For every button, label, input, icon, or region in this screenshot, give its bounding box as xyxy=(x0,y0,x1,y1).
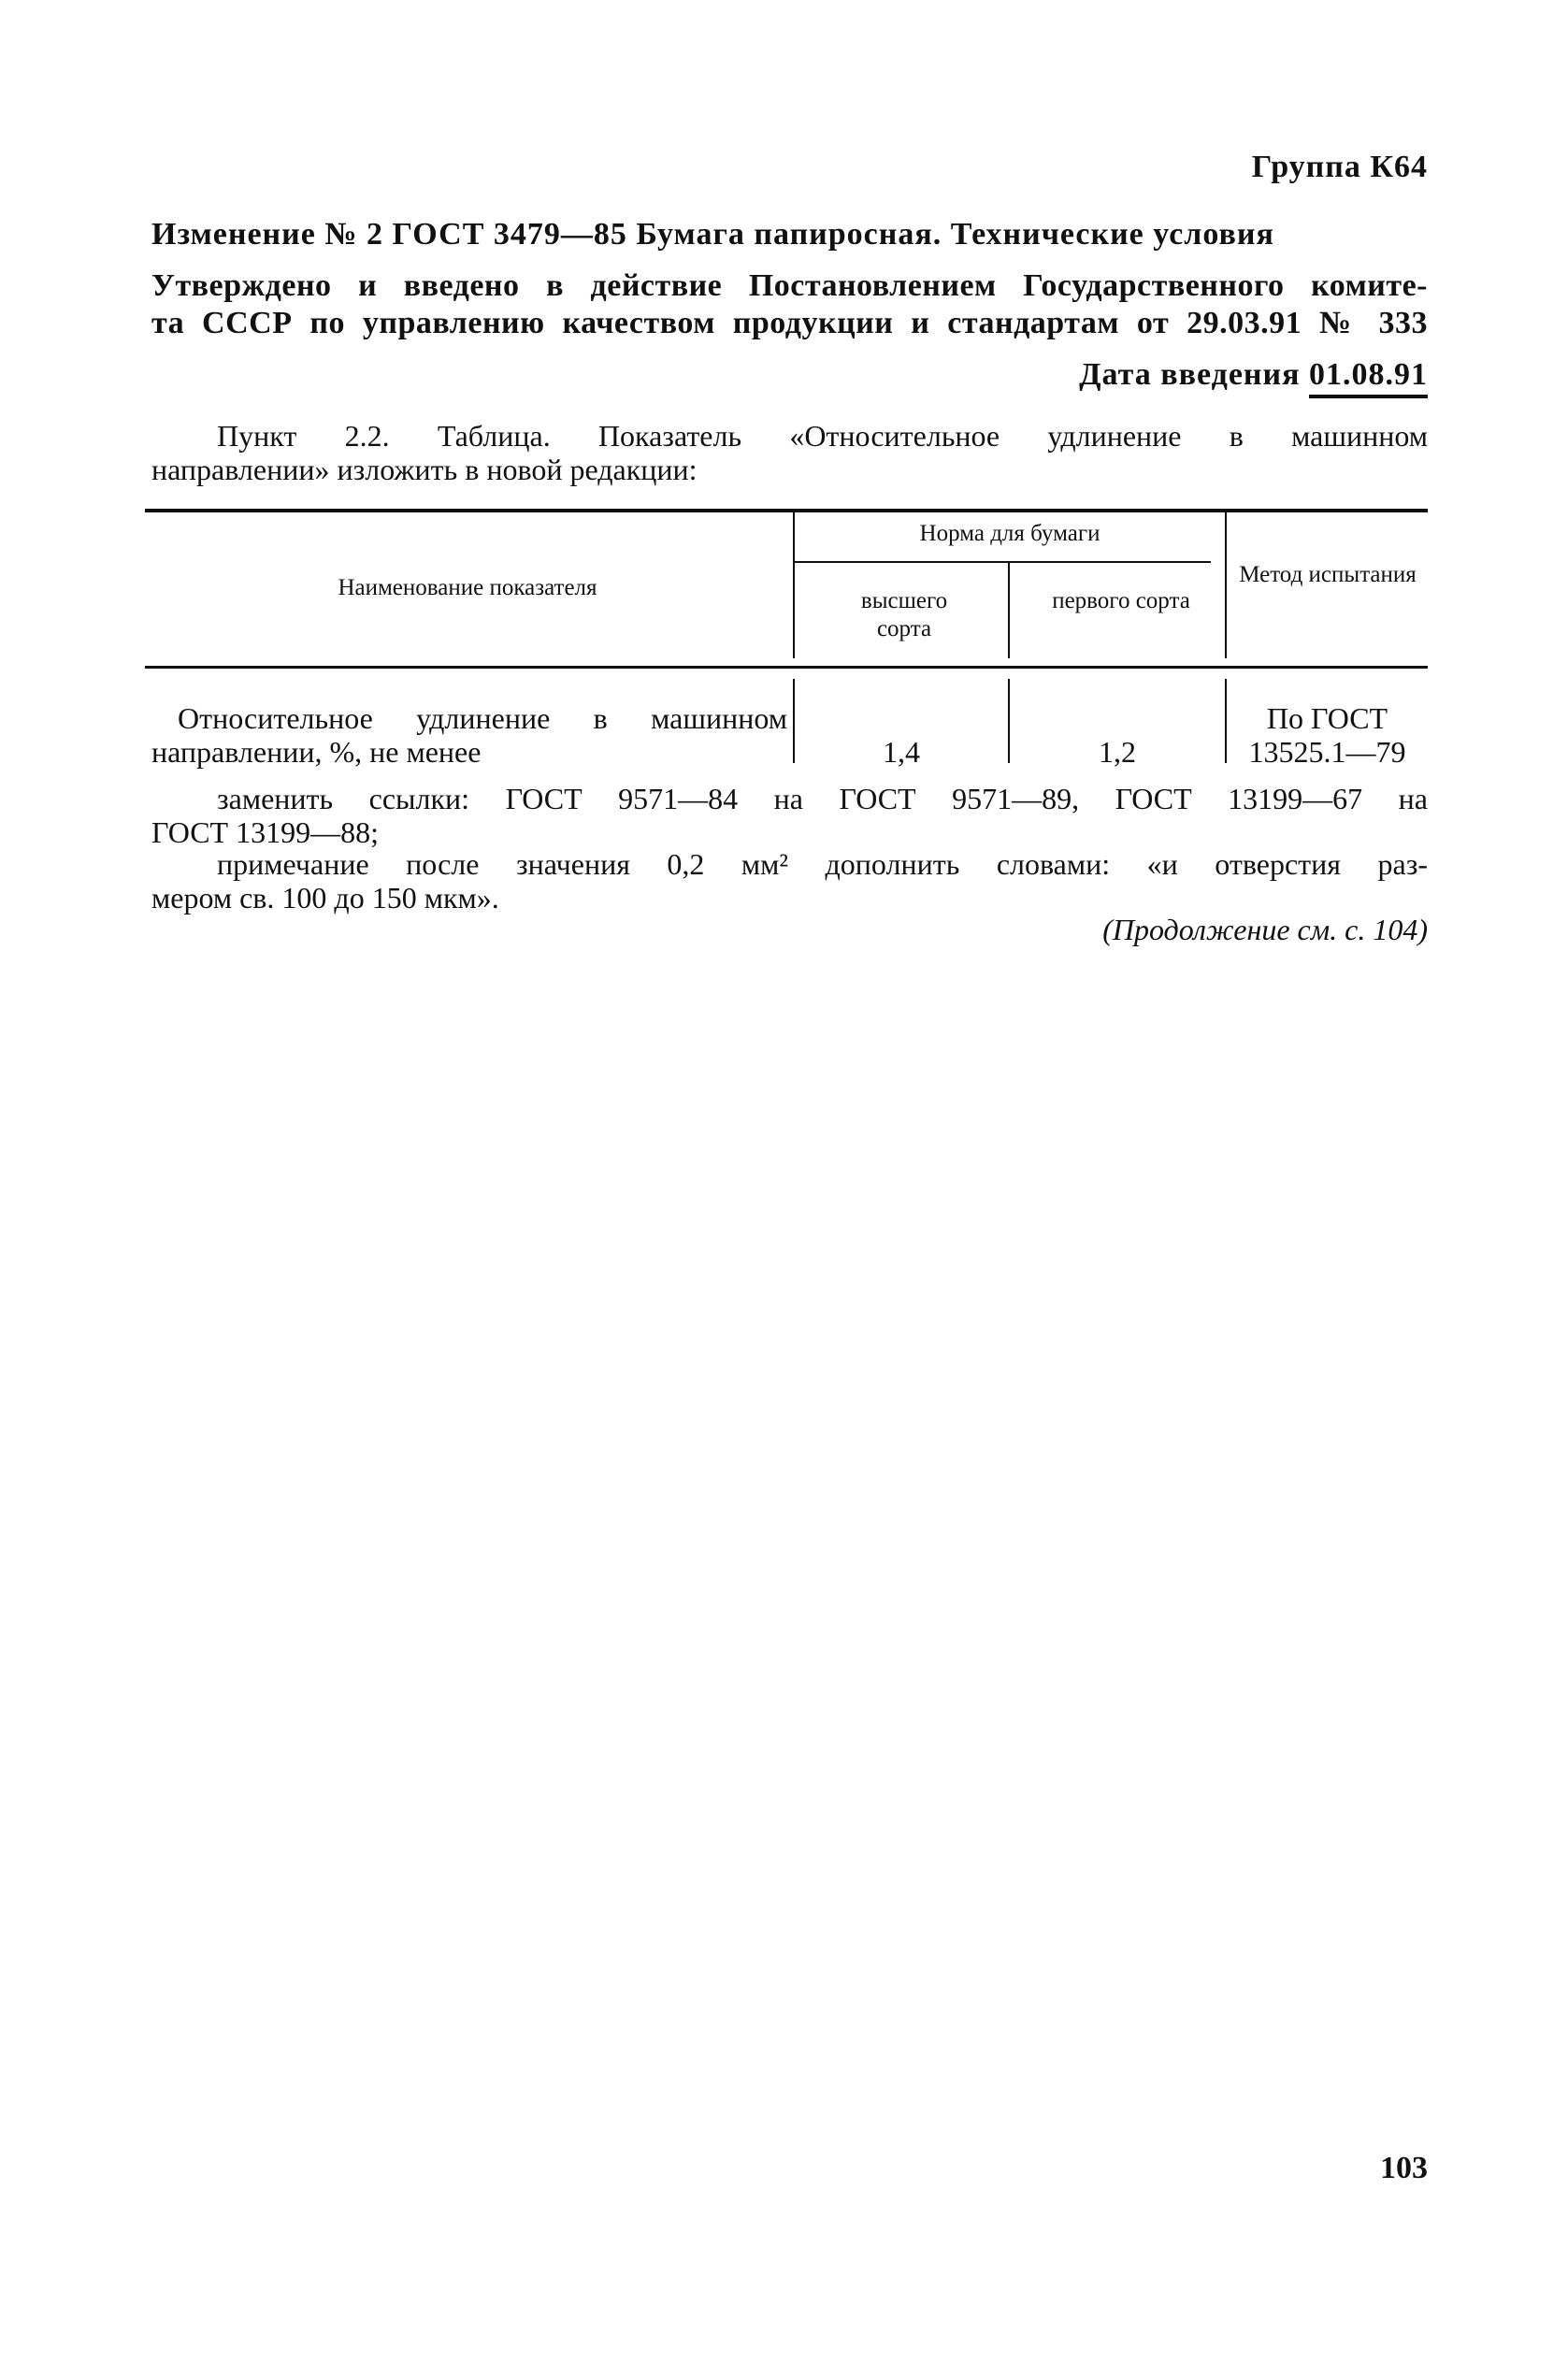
effective-date xyxy=(1079,357,1428,398)
replace-line-1: заменить ссылки: ГОСТ 9571—84 на ГОСТ 9571—89, ГОСТ 13199—67 на xyxy=(217,782,1428,815)
document-title: Изменение № 2 ГОСТ 3479—85 Бумага папиросная. Технические условия xyxy=(151,217,1274,252)
note-line-2: мером св. 100 до 150 мкм». xyxy=(151,881,499,915)
header-divider-2 xyxy=(1008,563,1010,658)
row-method-line-2: 13525.1—79 xyxy=(1248,735,1406,769)
row-method-value xyxy=(1227,701,1428,769)
header-divider-1 xyxy=(793,512,795,658)
effective-date-value: 01.08.91 xyxy=(1309,357,1428,398)
note-line-1: примечание после значения 0,2 мм² дополнить словами: «и отверстия раз- xyxy=(217,847,1428,881)
effective-date-label: Дата введения xyxy=(1079,357,1301,392)
continuation-note: (Продолжение см. с. 104) xyxy=(1102,913,1428,946)
column-header-indicator: Наименование показателя xyxy=(338,575,597,600)
norm-header-rule xyxy=(795,561,1211,563)
row-method-line-1: По ГОСТ xyxy=(1266,701,1388,735)
row-top-grade-value: 1,4 xyxy=(883,735,920,769)
header-divider-3 xyxy=(1225,512,1227,658)
column-header-top-grade: высшего сорта xyxy=(860,588,948,641)
group-code: Группа К64 xyxy=(1251,150,1428,184)
page-number: 103 xyxy=(1380,2151,1428,2185)
table-header-rule xyxy=(145,666,1428,669)
approval-statement xyxy=(151,267,1428,342)
replace-line-2: ГОСТ 13199—88; xyxy=(151,815,379,849)
intro-line-1: Пункт 2.2. Таблица. Показатель «Относительное удлинение в машинном xyxy=(217,419,1428,453)
column-header-first-grade: первого сорта xyxy=(1052,588,1190,613)
note-paragraph xyxy=(151,847,1428,915)
row-indicator-line-2: направлении, %, не менее xyxy=(151,735,482,769)
approval-line-1: Утверждено и введено в действие Постановлением Государственного комите- xyxy=(151,268,1428,303)
row-first-grade-value: 1,2 xyxy=(1099,735,1136,769)
column-header-norm: Норма для бумаги xyxy=(919,521,1100,546)
row-indicator-line-1: Относительное удлинение в машинном xyxy=(178,701,787,735)
row-indicator-name xyxy=(151,701,787,769)
table-top-rule xyxy=(145,509,1428,512)
intro-paragraph xyxy=(151,419,1428,486)
replace-references-paragraph xyxy=(151,782,1428,849)
intro-line-2: направлении» изложить в новой редакции: xyxy=(151,453,698,486)
approval-line-2: та СССР по управлению качеством продукции и стандартам от 29.03.91 № 333 xyxy=(151,306,1428,340)
column-header-method: Метод испытания xyxy=(1239,562,1417,587)
